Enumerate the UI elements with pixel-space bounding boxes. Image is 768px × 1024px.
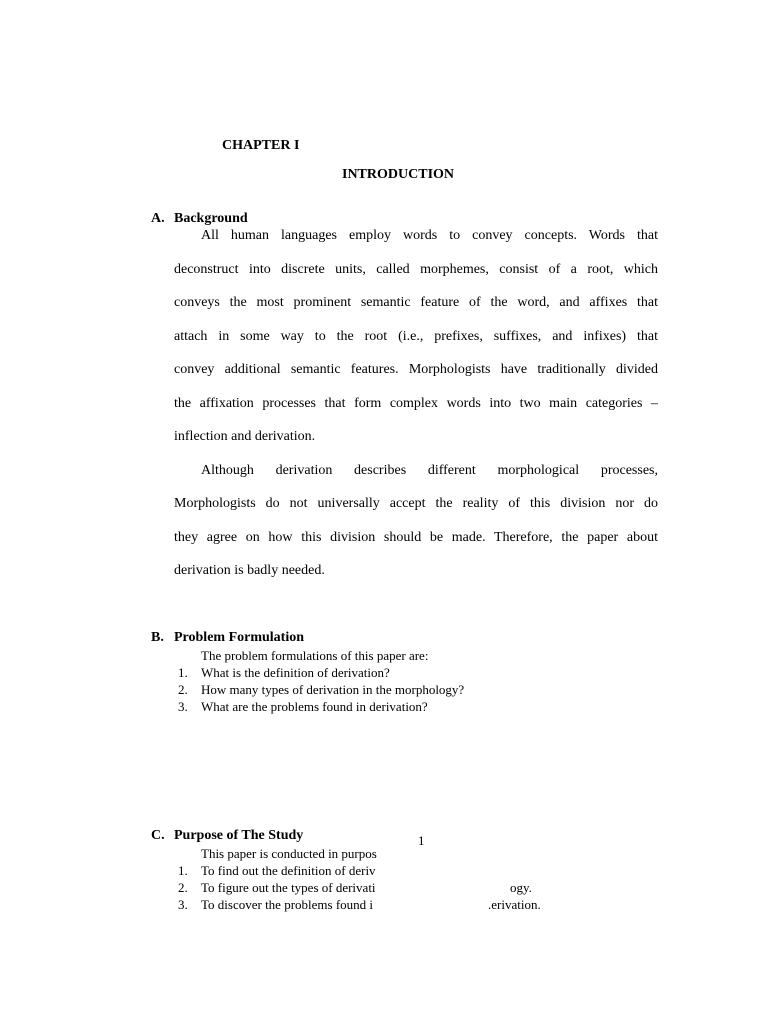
paragraph-line: deconstruct into discrete units, called morphemes, consist of a root, which: [174, 262, 658, 277]
paragraph-line: Although derivation describes different morphological processes,: [201, 463, 658, 478]
list-text: To find out the definition of deriv: [201, 863, 376, 878]
list-item: [0, 896, 768, 913]
paragraph-line: Morphologists do not universally accept the reality of this division nor do: [174, 496, 658, 511]
paragraph-line: they agree on how this division should be made. Therefore, the paper about: [174, 530, 658, 545]
list-item: [0, 664, 768, 681]
list-item: [0, 879, 768, 896]
section-a-letter: A.: [151, 211, 165, 226]
list-text: To discover the problems found i: [201, 897, 374, 912]
section-b-title: Problem Formulation: [174, 630, 305, 645]
list-number: 1.: [178, 665, 188, 680]
page-number: 1: [418, 833, 425, 848]
list-text: What are the problems found in derivation?: [201, 699, 428, 714]
section-c-intro: This paper is conducted in purpos: [201, 846, 377, 861]
paragraph-line: inflection and derivation.: [174, 429, 316, 444]
list-item: [0, 681, 768, 698]
section-c-title: Purpose of The Study: [174, 828, 304, 843]
list-number: 3.: [178, 699, 188, 714]
list-text: How many types of derivation in the morphology?: [201, 682, 465, 697]
paragraph-line: convey additional semantic features. Morphologists have traditionally divided: [174, 362, 658, 377]
list-text-tail: ogy.: [510, 880, 532, 895]
list-text-tail: .erivation.: [488, 897, 541, 912]
chapter-label: CHAPTER I: [222, 138, 300, 153]
section-b-heading: [0, 630, 768, 648]
section-a-title: Background: [174, 211, 248, 226]
paragraph-line: attach in some way to the root (i.e., prefixes, suffixes, and infixes) that: [174, 329, 658, 344]
list-item: [0, 698, 768, 715]
list-number: 2.: [178, 682, 188, 697]
list-number: 2.: [178, 880, 188, 895]
section-b-letter: B.: [151, 630, 164, 645]
list-text: To figure out the types of derivati: [201, 880, 376, 895]
list-text: What is the definition of derivation?: [201, 665, 390, 680]
paragraph-line: All human languages employ words to convey concepts. Words that: [201, 228, 658, 243]
list-item: [0, 862, 768, 879]
list-number: 1.: [178, 863, 188, 878]
section-c-letter: C.: [151, 828, 165, 843]
paragraph-line: derivation is badly needed.: [174, 563, 325, 578]
paragraph-line: conveys the most prominent semantic feature of the word, and affixes that: [174, 295, 658, 310]
paragraph-line: the affixation processes that form complex words into two main categories –: [174, 396, 658, 411]
section-c-heading: [0, 828, 768, 846]
list-number: 3.: [178, 897, 188, 912]
chapter-title: INTRODUCTION: [342, 167, 455, 182]
section-b-intro: The problem formulations of this paper are:: [201, 648, 429, 663]
